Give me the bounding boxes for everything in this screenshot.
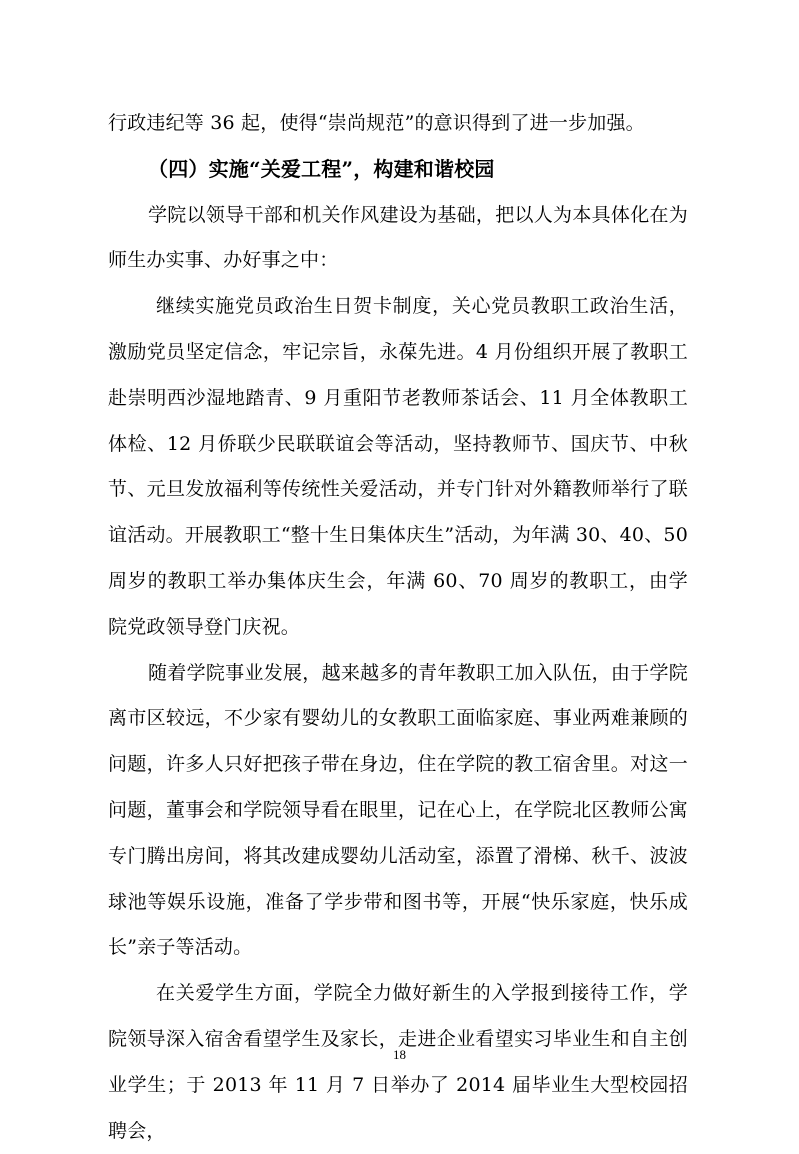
section-heading: （四）实施“关爱工程”，构建和谐校园 bbox=[148, 156, 495, 181]
paragraph-childcare: 随着学院事业发展，越来越多的青年教职工加入队伍，由于学院离市区较远，不少家有婴幼儿的女教职工面临家庭、事业两难兼顾的问题，许多人只好把孩子带在身边，住在学院的教工宿舍里。对这一问题，董事会和学院领导看在眼里，记在心上，在学院北区教师公寓专门腾出房间，将其改建成婴幼儿活动室，添置了滑梯、秋千、波波球池等娱乐设施，准备了学步带和图书等，开展“快乐家庭，快乐成长”亲子等活动。 bbox=[108, 661, 688, 959]
paragraph-continuation: 行政违纪等 36 起，使得“崇尚规范”的意识得到了进一步加强。 bbox=[108, 112, 645, 134]
document-body bbox=[108, 101, 688, 1154]
page-number: 18 bbox=[393, 1047, 406, 1062]
paragraph-intro: 学院以领导干部和机关作风建设为基础，把以人为本具体化在为师生办实事、办好事之中： bbox=[108, 203, 688, 272]
paragraph-party-care: 继续实施党员政治生日贺卡制度，关心党员教职工政治生活，激励党员坚定信念，牢记宗旨，永葆先进。4 月份组织开展了教职工赴崇明西沙湿地踏青、9 月重阳节老教师茶话会、11 月全体教职工体检、12 月侨联少民联联谊会等活动，坚持教师节、国庆节、中秋节、元旦发放福利等传统性关爱活动，并专门针对外籍教师举行了联谊活动。开展教职工“整十生日集体庆生”活动，为年满 30、40、50 周岁的教职工举办集体庆生会，年满 60、70 周岁的教职工，由学院党政领导登门庆祝。 bbox=[108, 295, 688, 638]
paragraph-student-care: 在关爱学生方面，学院全力做好新生的入学报到接待工作，学院领导深入宿舍看望学生及家长，走进企业看望实习毕业生和自主创业学生；于 2013 年 11 月 7 日举办了 2014 届毕业生大型校园招聘会， bbox=[108, 982, 688, 1142]
